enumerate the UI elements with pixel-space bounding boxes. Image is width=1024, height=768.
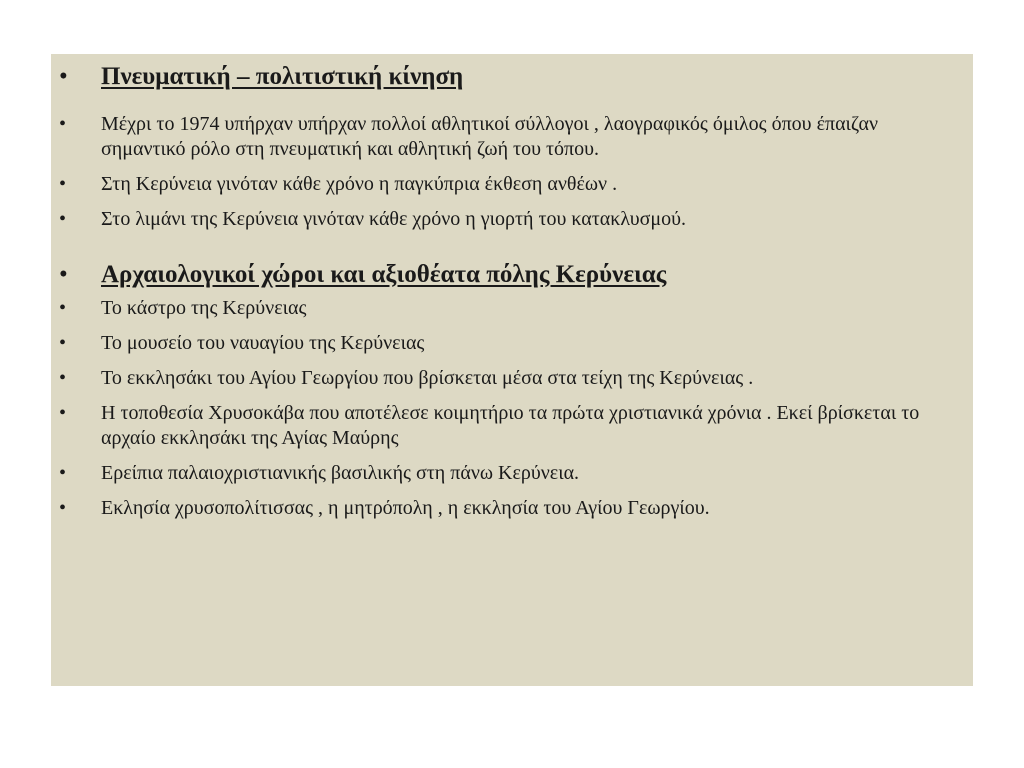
list-item-text: Η τοποθεσία Χρυσοκάβα που αποτέλεσε κοιμητήριο τα πρώτα χριστιανικά χρόνια . Εκεί βρίσκεται το αρχαίο εκκλησάκι της Αγίας Μαύρης bbox=[101, 402, 920, 449]
list-item-text: Το μουσείο του ναυαγίου της Κερύνειας bbox=[101, 332, 425, 354]
list-item bbox=[51, 496, 973, 521]
bullet: • bbox=[59, 113, 67, 135]
slide-body bbox=[51, 62, 973, 531]
bullet: • bbox=[59, 497, 67, 519]
list-item bbox=[51, 461, 973, 486]
bullet: • bbox=[59, 261, 68, 288]
bullet: • bbox=[59, 297, 67, 319]
bullet: • bbox=[59, 332, 67, 354]
list-item-text: Το κάστρο της Κερύνειας bbox=[101, 297, 307, 319]
list-item bbox=[51, 207, 973, 232]
bullet: • bbox=[59, 402, 67, 424]
bullet: • bbox=[59, 367, 67, 389]
list-item-text: Μέχρι το 1974 υπήρχαν υπήρχαν πολλοί αθλητικοί σύλλογοι , λαογραφικός όμιλος όπου έπαιζαν σημαντικό ρόλο στη πνευματική και αθλητική ζωή του τόπου. bbox=[101, 113, 879, 160]
slide-content-box bbox=[51, 54, 973, 686]
bullet: • bbox=[59, 63, 68, 90]
bullet: • bbox=[59, 208, 67, 230]
list-item bbox=[51, 296, 973, 321]
list-item bbox=[51, 401, 973, 451]
section-heading-archaeological bbox=[51, 260, 973, 290]
list-item bbox=[51, 172, 973, 197]
section-heading-cultural bbox=[51, 62, 973, 92]
list-item bbox=[51, 112, 973, 162]
list-item-text: Στο λιμάνι της Κερύνεια γινόταν κάθε χρόνο η γιορτή του κατακλυσμού. bbox=[101, 208, 687, 230]
list-item-text: Στη Κερύνεια γινόταν κάθε χρόνο η παγκύπρια έκθεση ανθέων . bbox=[101, 173, 618, 195]
bullet: • bbox=[59, 462, 67, 484]
list-item-text: Εκλησία χρυσοπολίτισσας , η μητρόπολη , η εκκλησία του Αγίου Γεωργίου. bbox=[101, 497, 710, 519]
list-item bbox=[51, 331, 973, 356]
heading-text: Πνευματική – πολιτιστική κίνηση bbox=[101, 63, 464, 90]
bullet: • bbox=[59, 173, 67, 195]
list-item bbox=[51, 366, 973, 391]
list-item-text: Ερείπια παλαιοχριστιανικής βασιλικής στη πάνω Κερύνεια. bbox=[101, 462, 580, 484]
heading-text: Αρχαιολογικοί χώροι και αξιοθέατα πόλης Κερύνειας bbox=[101, 261, 667, 288]
list-item-text: Το εκκλησάκι του Αγίου Γεωργίου που βρίσκεται μέσα στα τείχη της Κερύνειας . bbox=[101, 367, 754, 389]
